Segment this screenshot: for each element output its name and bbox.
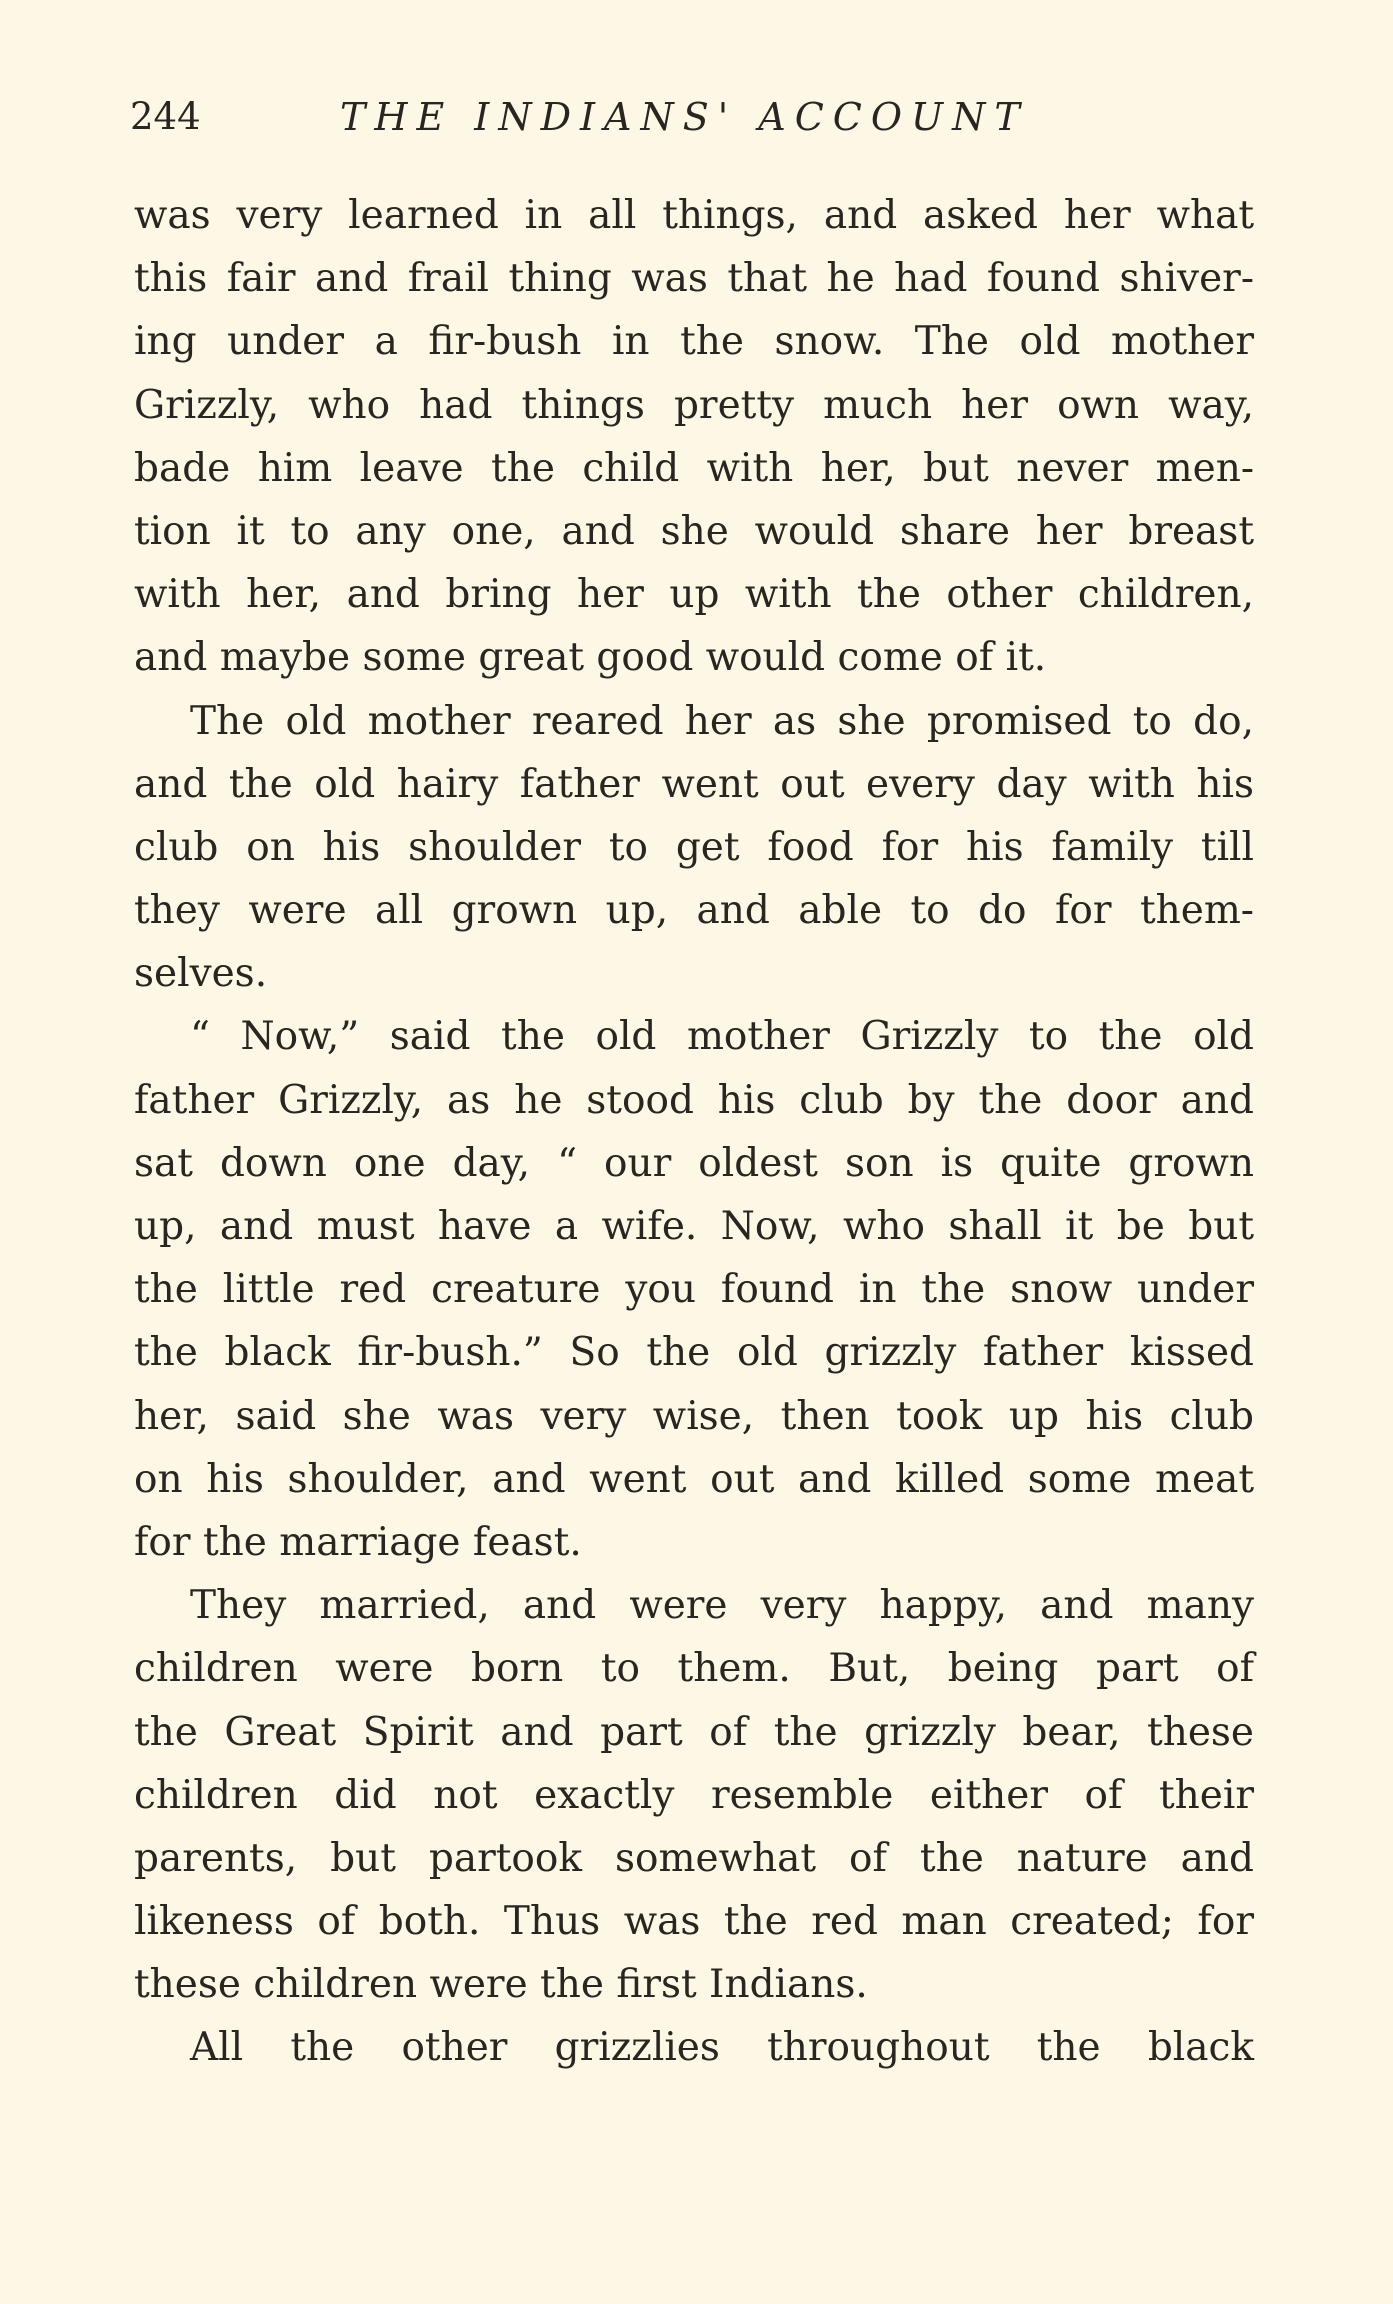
text-line: tion it to any one, and she would share her breast (134, 508, 1254, 554)
paragraph-start-line: “ Now,” said the old mother Grizzly to the old (190, 1014, 1254, 1060)
text-line: parents, but partook somewhat of the nature and (134, 1835, 1254, 1881)
text-line: was very learned in all things, and asked her what (134, 193, 1254, 238)
text-line: the Great Spirit and part of the grizzly bear, these (134, 1709, 1254, 1755)
text-line: bade him leave the child with her, but never men- (134, 445, 1254, 491)
text-line: selves. (134, 951, 268, 997)
text-line: on his shoulder, and went out and killed some meat (134, 1456, 1254, 1502)
text-line: children were born to them. But, being part of (134, 1646, 1254, 1692)
running-head: THE INDIANS' ACCOUNT (340, 95, 1029, 139)
text-line: club on his shoulder to get food for his family till (134, 824, 1254, 870)
paragraph-start-line: The old mother reared her as she promised to do, (190, 698, 1254, 744)
text-line: her, said she was very wise, then took up his club (134, 1393, 1254, 1439)
text-line: the little red creature you found in the snow under (134, 1267, 1254, 1313)
text-line: likeness of both. Thus was the red man created; for (134, 1899, 1254, 1945)
text-line: sat down one day, “ our oldest son is quite grown (134, 1140, 1254, 1186)
paragraph-start-line: They married, and were very happy, and many (190, 1583, 1254, 1629)
text-line: children did not exactly resemble either of their (134, 1772, 1254, 1818)
text-line: father Grizzly, as he stood his club by the door and (134, 1077, 1254, 1123)
page-header (130, 92, 1260, 142)
paragraph-start-line: All the other grizzlies throughout the black (190, 2025, 1254, 2071)
text-line: up, and must have a wife. Now, who shall it be but (134, 1204, 1254, 1249)
text-line: with her, and bring her up with the other children, (134, 572, 1254, 618)
text-line: and the old hairy father went out every day with his (134, 761, 1254, 807)
page-number: 244 (130, 95, 201, 138)
text-line: ing under a fir-bush in the snow. The old mother (134, 319, 1254, 365)
text-line: they were all grown up, and able to do for them- (134, 888, 1254, 934)
text-line: these children were the first Indians. (134, 1962, 868, 2008)
text-line: for the marriage feast. (134, 1519, 582, 1565)
text-line: Grizzly, who had things pretty much her own way, (134, 382, 1254, 428)
text-line: the black fir-bush.” So the old grizzly father kissed (134, 1330, 1254, 1376)
text-line: and maybe some great good would come of it. (134, 635, 1047, 681)
text-line: this fair and frail thing was that he had found shiver- (134, 256, 1254, 302)
body-text (134, 184, 1254, 2080)
